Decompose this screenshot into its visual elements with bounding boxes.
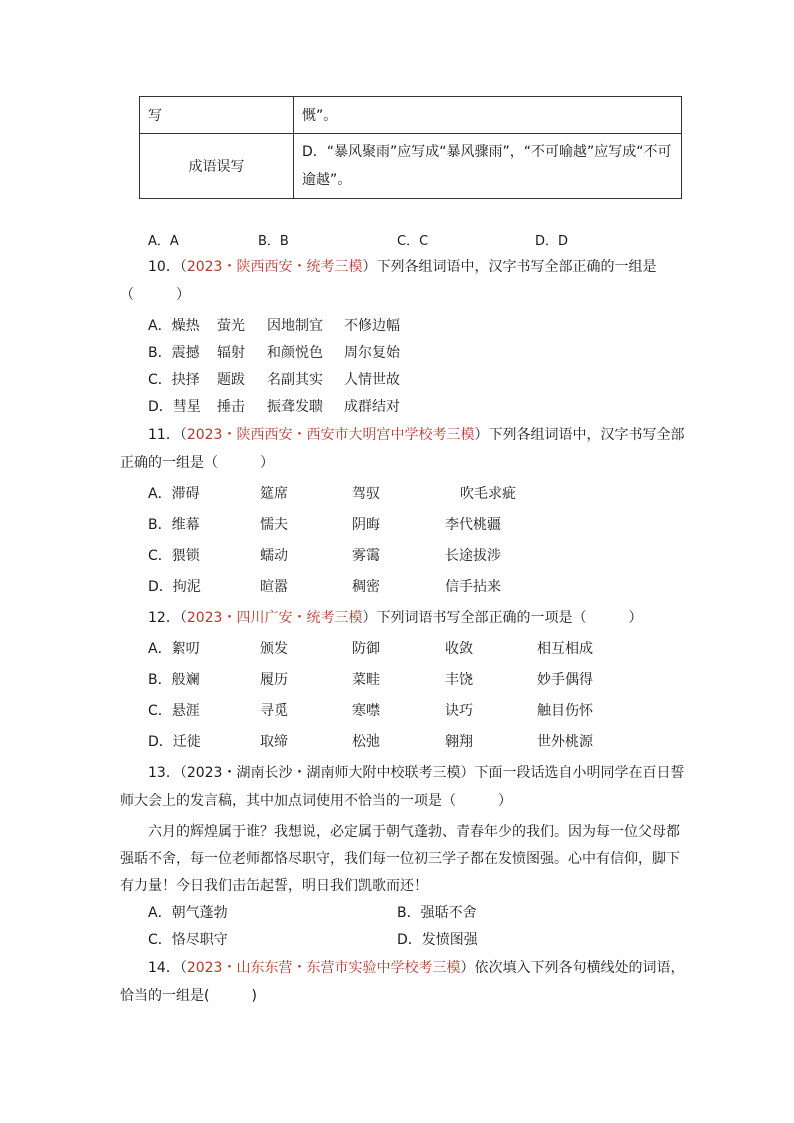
question-text: ）依次填入下列各句横线处的词语， — [460, 960, 685, 976]
source-tag: 2023・陕西西安・统考三模 — [186, 259, 363, 275]
q13-stem-cont: 师大会上的发言稿，其中加点词使用不恰当的一项是（ ） — [120, 793, 512, 809]
q10-opt-d-3: 振聋发聩 — [267, 399, 323, 415]
error-type-table — [139, 96, 682, 199]
q12-opt-c-1: C．悬涯 — [148, 703, 200, 719]
q12-opt-c-2: 寻觅 — [260, 703, 288, 719]
q11-opt-c-3: 雾霭 — [352, 548, 380, 564]
question-text: ）下列各组词语中，汉字书写全部正确的一组是 — [362, 259, 657, 275]
table-cell: D．“暴风聚雨”应写成“暴风骤雨”，“不可喻越”应写成“不可逾越”。 — [294, 134, 682, 199]
q10-opt-a-1: A．燥热 — [148, 318, 200, 334]
q12-opt-d-2: 取缔 — [260, 734, 288, 750]
q11-opt-d-2: 暄嚣 — [260, 579, 288, 595]
q11-opt-b-2: 懦夫 — [260, 517, 288, 533]
q13-option-b: B．强聒不舍 — [397, 905, 477, 921]
q13-option-a: A．朝气蓬勃 — [148, 905, 228, 921]
q10-opt-c-2: 题跋 — [217, 372, 245, 388]
table-cell: 写 — [148, 108, 162, 124]
q12-opt-b-3: 菜畦 — [352, 672, 380, 688]
q10-opt-c-3: 名副其实 — [267, 372, 323, 388]
source-tag: 2023・四川广安・统考三模 — [186, 610, 363, 626]
q12-opt-b-4: 丰饶 — [445, 672, 473, 688]
table-cell: 成语误写 — [140, 134, 294, 199]
q11-opt-a-1: A．滞碍 — [148, 486, 200, 502]
q12-opt-d-5: 世外桃源 — [537, 734, 593, 750]
q14-stem — [148, 957, 684, 977]
q13-passage-line: 强聒不舍，每一位老师都恪尽职守，我们每一位初三学子都在发愤图强。心中有信仰，脚下 — [120, 851, 680, 867]
q11-opt-a-2: 筵席 — [260, 486, 288, 502]
q11-stem — [148, 424, 684, 444]
q10-opt-b-2: 辐射 — [217, 345, 245, 361]
q9-option-b: B．B — [258, 234, 289, 249]
q13-option-d: D．发愤图强 — [397, 932, 478, 948]
q12-opt-c-5: 触目伤怀 — [537, 703, 593, 719]
q12-opt-c-4: 诀巧 — [445, 703, 473, 719]
q12-opt-a-5: 相互相成 — [537, 641, 593, 657]
q11-opt-c-2: 蠕动 — [260, 548, 288, 564]
q12-opt-a-3: 防御 — [352, 641, 380, 657]
q11-opt-b-4: 李代桃疆 — [445, 517, 501, 533]
question-text: ）下列词语书写全部正确的一项是（ ） — [362, 610, 643, 626]
q10-opt-b-4: 周尔复始 — [344, 345, 400, 361]
table-cell: 慨”。 — [302, 108, 338, 124]
q13-option-c: C．恪尽职守 — [148, 932, 228, 948]
q12-stem — [148, 607, 642, 627]
q13-stem: 13．（2023・湖南长沙・湖南师大附中校联考三模）下面一段话选自小明同学在百日誓 — [148, 765, 685, 781]
q12-opt-c-3: 寒噤 — [352, 703, 380, 719]
q13-passage-line: 有力量！今日我们击缶起誓，明日我们凯歌而还！ — [120, 878, 428, 894]
source-tag: 2023・山东东营・东营市实验中学校考三模 — [186, 960, 461, 976]
question-number: 14．（ — [148, 960, 187, 976]
q10-stem-cont: （ ） — [120, 287, 190, 303]
q9-option-c: C．C — [397, 234, 429, 249]
q11-opt-b-1: B．维幕 — [148, 517, 200, 533]
question-text: ）下列各组词语中，汉字书写全部 — [474, 427, 685, 443]
q10-opt-c-1: C．抉择 — [148, 372, 200, 388]
q10-opt-a-3: 因地制宜 — [267, 318, 323, 334]
q12-opt-a-2: 颁发 — [260, 641, 288, 657]
q10-opt-c-4: 人情世故 — [344, 372, 400, 388]
q12-opt-b-1: B．般斓 — [148, 672, 200, 688]
q11-opt-d-3: 稠密 — [352, 579, 380, 595]
q10-opt-d-1: D．彗星 — [148, 399, 201, 415]
q10-opt-b-3: 和颜悦色 — [267, 345, 323, 361]
q10-opt-a-2: 萤光 — [217, 318, 245, 334]
q9-option-d: D．D — [535, 234, 569, 249]
q11-opt-a-4: 吹毛求疵 — [460, 486, 516, 502]
q12-opt-d-4: 翱翔 — [445, 734, 473, 750]
q10-opt-a-4: 不修边幅 — [344, 318, 400, 334]
q11-stem-cont: 正确的一组是（ ） — [120, 455, 274, 471]
q10-opt-d-2: 捶击 — [217, 399, 245, 415]
q12-opt-d-1: D．迁徙 — [148, 734, 201, 750]
source-tag: 2023・陕西西安・西安市大明宫中学校考三模 — [186, 427, 475, 443]
q9-option-a: A．A — [148, 234, 179, 249]
q11-opt-c-4: 长途拔涉 — [445, 548, 501, 564]
q12-opt-a-4: 收敛 — [445, 641, 473, 657]
q11-opt-b-3: 阴晦 — [352, 517, 380, 533]
q11-opt-d-1: D．拘泥 — [148, 579, 201, 595]
q12-opt-d-3: 松弛 — [352, 734, 380, 750]
q13-passage-line: 六月的辉煌属于谁？我想说，必定属于朝气蓬勃、青春年少的我们。因为每一位父母都 — [148, 824, 680, 840]
q10-opt-d-4: 成群结对 — [344, 399, 400, 415]
question-number: 12．（ — [148, 610, 187, 626]
q12-opt-a-1: A．絮叨 — [148, 641, 200, 657]
question-number: 10．（ — [148, 259, 187, 275]
q11-opt-a-3: 驾驭 — [352, 486, 380, 502]
q10-stem — [148, 256, 656, 276]
question-number: 11．（ — [148, 427, 187, 443]
q12-opt-b-5: 妙手偶得 — [537, 672, 593, 688]
q11-opt-c-1: C．猥锁 — [148, 548, 200, 564]
q14-stem-cont: 恰当的一组是( ) — [120, 988, 257, 1004]
q11-opt-d-4: 信手拈来 — [445, 579, 501, 595]
q10-opt-b-1: B．震撼 — [148, 345, 200, 361]
q12-opt-b-2: 履历 — [260, 672, 288, 688]
